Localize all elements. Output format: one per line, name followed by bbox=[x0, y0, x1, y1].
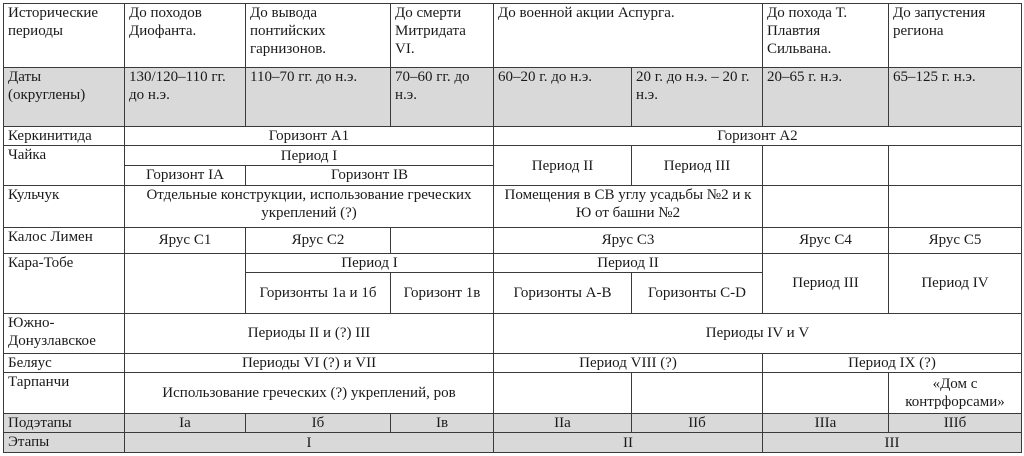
empty-cell bbox=[763, 146, 889, 185]
kulchuk-a: Отдельные конструкции, использование греческих укреплений (?) bbox=[125, 185, 494, 227]
chronology-table bbox=[3, 3, 1022, 453]
chaika-period-3: Период III bbox=[632, 146, 763, 185]
date-4a: 60–20 г. до н.э. bbox=[494, 67, 632, 126]
karatobe-hab: Горизонты А-В bbox=[494, 273, 632, 313]
site-label: Тарпанчи bbox=[4, 373, 125, 413]
period-6: До запустения региона bbox=[889, 4, 1022, 68]
belyaus-c: Период IX (?) bbox=[763, 353, 1022, 373]
kalos-c2: Ярус С2 bbox=[246, 227, 391, 253]
row-belyaus bbox=[4, 353, 1022, 373]
row-chaika-1 bbox=[4, 146, 1022, 166]
period-1: До походов Диофанта. bbox=[125, 4, 246, 68]
substage-iia: IIа bbox=[494, 413, 632, 433]
date-4b: 20 г. до н.э. – 20 г. н.э. bbox=[632, 67, 763, 126]
row-stages bbox=[4, 433, 1022, 453]
karatobe-h1v: Горизонт 1в bbox=[391, 273, 494, 313]
site-label: Калос Лимен bbox=[4, 227, 125, 253]
site-label: Южно-Донузлавское bbox=[4, 313, 125, 353]
row-kalos-limen bbox=[4, 227, 1022, 253]
substages-label: Подэтапы bbox=[4, 413, 125, 433]
chaika-period-2: Период II bbox=[494, 146, 632, 185]
date-1: 130/120–110 гг. до н.э. bbox=[125, 67, 246, 126]
row-tarpanchi bbox=[4, 373, 1022, 413]
stages-label: Этапы bbox=[4, 433, 125, 453]
site-label: Кара-Тобе bbox=[4, 253, 125, 313]
site-label: Чайка bbox=[4, 146, 125, 185]
header-row bbox=[4, 4, 1022, 68]
date-5: 20–65 г. н.э. bbox=[763, 67, 889, 126]
row-karatobe-1 bbox=[4, 253, 1022, 273]
date-3: 70–60 гг. до н.э. bbox=[391, 67, 494, 126]
stage-1: I bbox=[125, 433, 494, 453]
period-2: До вывода понтийских гарнизонов. bbox=[246, 4, 391, 68]
period-3: До смерти Митридата VI. bbox=[391, 4, 494, 68]
period-4: До военной акции Аспурга. bbox=[494, 4, 763, 68]
karatobe-hcd: Горизонты С-D bbox=[632, 273, 763, 313]
empty-cell bbox=[391, 227, 494, 253]
dates-label: Даты (округлены) bbox=[4, 67, 125, 126]
karatobe-period-1: Период I bbox=[246, 253, 494, 273]
periods-label: Исторические периоды bbox=[4, 4, 125, 68]
substage-iv: Iв bbox=[391, 413, 494, 433]
row-substages bbox=[4, 413, 1022, 433]
empty-cell bbox=[763, 185, 889, 227]
tarpanchi-a: Использование греческих (?) укреплений, ров bbox=[125, 373, 494, 413]
tarpanchi-b: «Дом с контрфорсами» bbox=[889, 373, 1022, 413]
date-6: 65–125 г. н.э. bbox=[889, 67, 1022, 126]
substage-ia: Iа bbox=[125, 413, 246, 433]
karatobe-period-2: Период II bbox=[494, 253, 763, 273]
stage-2: II bbox=[494, 433, 763, 453]
yuzhno-a: Периоды II и (?) III bbox=[125, 313, 494, 353]
row-kulchuk bbox=[4, 185, 1022, 227]
kalos-c5: Ярус С5 bbox=[889, 227, 1022, 253]
substage-ib: Iб bbox=[246, 413, 391, 433]
chaika-horizon-ib: Горизонт IB bbox=[246, 166, 494, 186]
belyaus-a: Периоды VI (?) и VII bbox=[125, 353, 494, 373]
empty-cell bbox=[632, 373, 763, 413]
chaika-horizon-ia: Горизонт IA bbox=[125, 166, 246, 186]
kalos-c1: Ярус С1 bbox=[125, 227, 246, 253]
kerkinitida-a1: Горизонт А1 bbox=[125, 126, 494, 146]
stage-3: III bbox=[763, 433, 1022, 453]
substage-iib: IIб bbox=[632, 413, 763, 433]
row-yuzhno bbox=[4, 313, 1022, 353]
empty-cell bbox=[763, 373, 889, 413]
karatobe-h1a: Горизонты 1а и 1б bbox=[246, 273, 391, 313]
karatobe-period-3: Период III bbox=[763, 253, 889, 313]
site-label: Беляус bbox=[4, 353, 125, 373]
empty-cell bbox=[125, 253, 246, 313]
site-label: Керкинитида bbox=[4, 126, 125, 146]
dates-row bbox=[4, 67, 1022, 126]
yuzhno-b: Периоды IV и V bbox=[494, 313, 1022, 353]
chaika-period-1: Период I bbox=[125, 146, 494, 166]
site-label: Кульчук bbox=[4, 185, 125, 227]
kulchuk-b: Помещения в СВ углу усадьбы №2 и к Ю от башни №2 bbox=[494, 185, 763, 227]
row-kerkinitida bbox=[4, 126, 1022, 146]
substage-iiia: IIIа bbox=[763, 413, 889, 433]
empty-cell bbox=[494, 373, 632, 413]
kalos-c3: Ярус С3 bbox=[494, 227, 763, 253]
kalos-c4: Ярус С4 bbox=[763, 227, 889, 253]
karatobe-period-4: Период IV bbox=[889, 253, 1022, 313]
substage-iiib: IIIб bbox=[889, 413, 1022, 433]
belyaus-b: Период VIII (?) bbox=[494, 353, 763, 373]
period-5: До похода Т. Плавтия Сильвана. bbox=[763, 4, 889, 68]
kerkinitida-a2: Горизонт А2 bbox=[494, 126, 1022, 146]
date-2: 110–70 гг. до н.э. bbox=[246, 67, 391, 126]
empty-cell bbox=[889, 185, 1022, 227]
empty-cell bbox=[889, 146, 1022, 185]
